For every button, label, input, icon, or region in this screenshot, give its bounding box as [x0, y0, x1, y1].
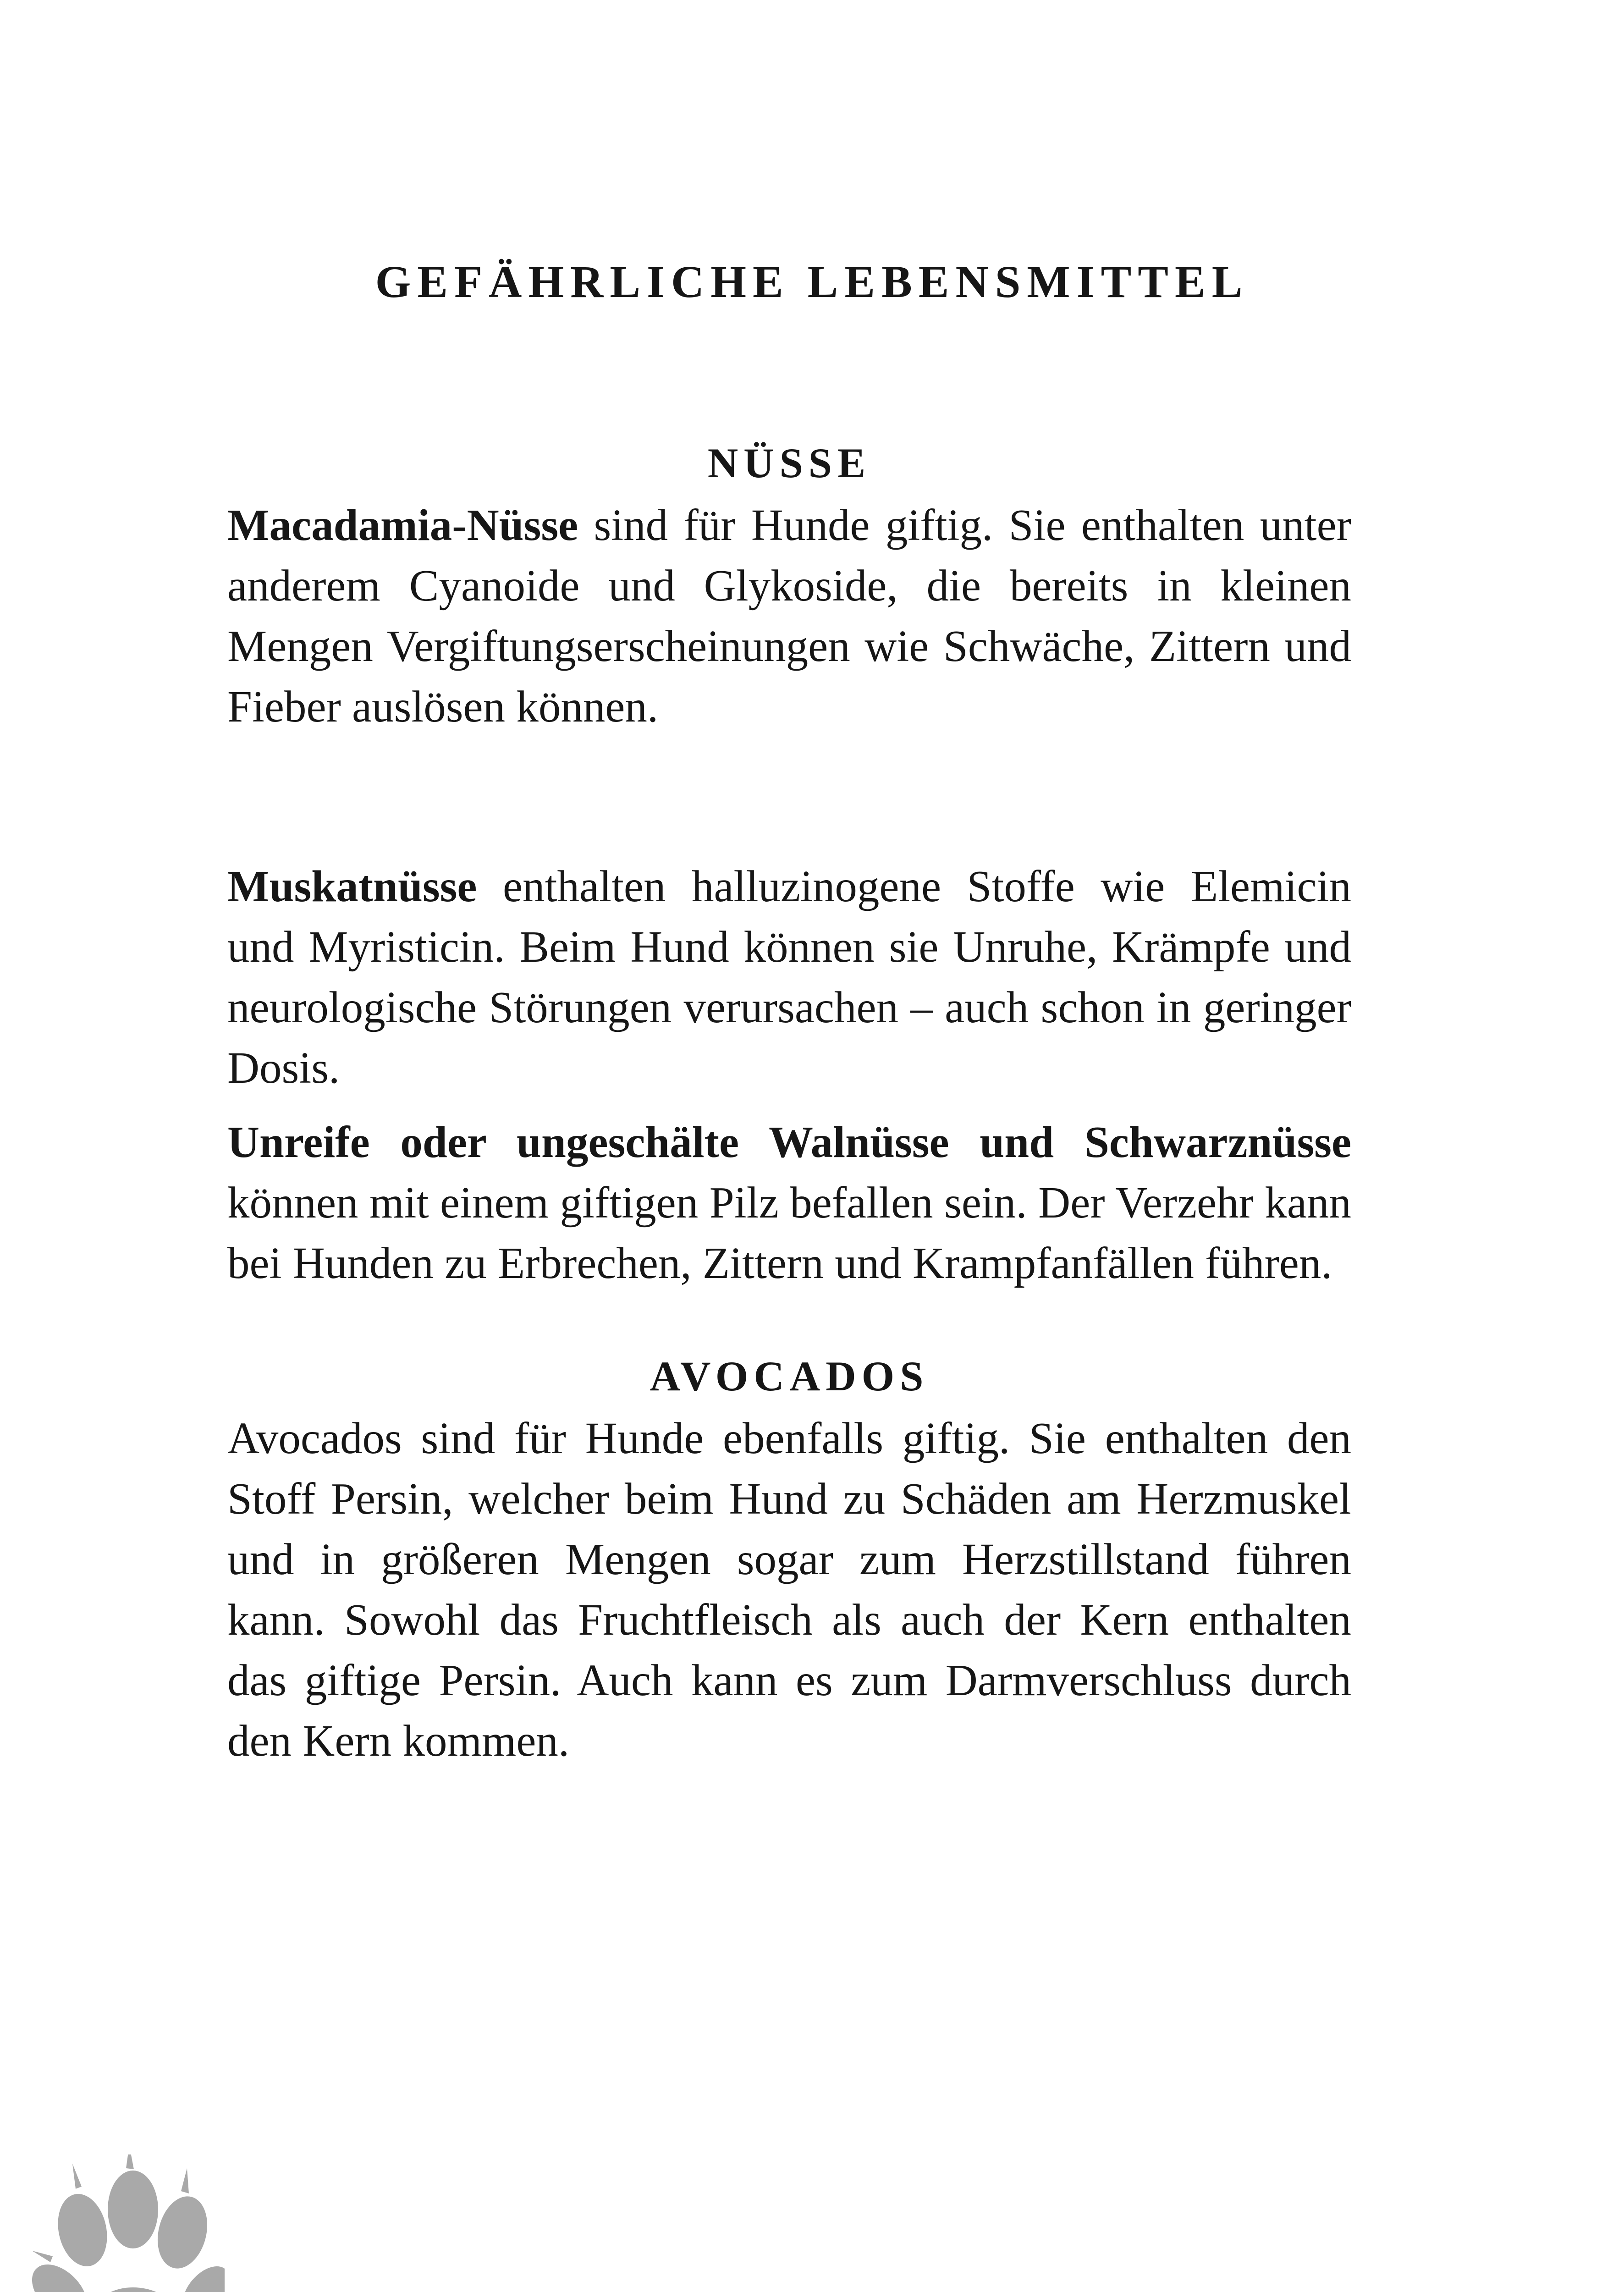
page-content [227, 431, 1351, 1771]
term-muskat: Muskatnüsse [227, 862, 477, 911]
paragraph-avocados: Avocados sind für Hunde ebenfalls giftig. Sie enthalten den Stoff Persin, welcher beim Hund zu Schäden am Herzmuskel und in größeren Mengen sogar zum Herzstillstand führen kann. Sowohl das Fruchtfleisch als auch der Kern enthalten das giftige Persin. Auch kann es zum Darmverschluss durch den Kern kommen. [227, 1414, 1351, 1765]
paragraph-macadamia [227, 495, 1351, 737]
chapter-title: GEFÄHRLICHE LEBENSMITTEL [375, 256, 1249, 307]
paragraph-walnuss-text: können mit einem giftigen Pilz befallen sein. Der Verzehr kann bei Hunden zu Erbrechen, Zittern und Krampfanfällen führen. [227, 1178, 1351, 1288]
paragraph-macadamia-text: sind für Hunde giftig. Sie enthalten unter anderem Cyanoide und Glykoside, die bereits in kleinen Mengen Vergiftungserscheinungen wie Schwäche, Zittern und Fieber auslösen können. [227, 501, 1351, 731]
term-walnuss: Unreife oder ungeschälte Walnüsse und Schwarznüsse [227, 1118, 1351, 1167]
section-heading-avocados: AVOCADOS [650, 1353, 929, 1399]
paragraph-muskat [227, 856, 1351, 1098]
term-macadamia: Macadamia-Nüsse [227, 501, 578, 550]
section-heading-nuesse: NÜSSE [707, 440, 871, 486]
paragraph-walnuss [227, 1112, 1351, 1294]
paw-shapes [28, 2154, 225, 2292]
page-footer [0, 2154, 1624, 2292]
paw-print-icon [28, 2154, 225, 2292]
paragraph-muskat-text: enthalten halluzinogene Stoffe wie Elemicin und Myristicin. Beim Hund können sie Unruhe, Krämpfe und neurologische Störungen verursachen – auch schon in geringer Dosis. [227, 862, 1351, 1092]
